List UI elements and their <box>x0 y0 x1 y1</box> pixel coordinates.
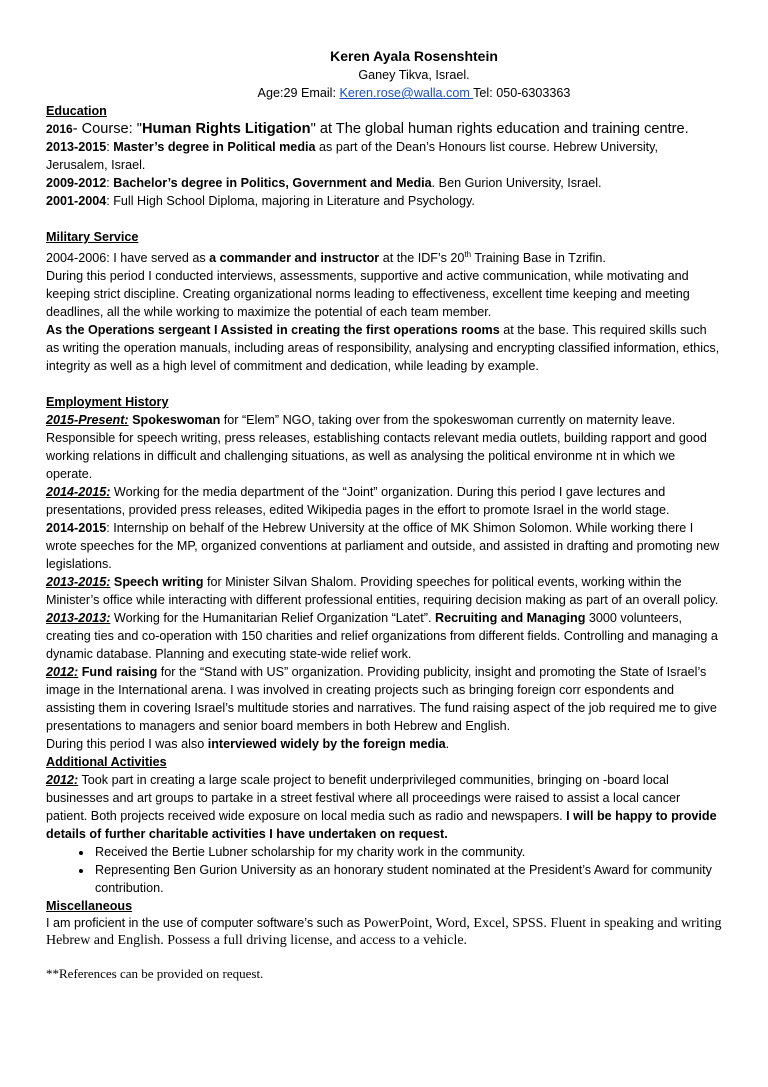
list-item: • Received the Bertie Lubner scholarship for my charity work in the community. <box>93 843 722 861</box>
employment-entry: 2013-2013: Working for the Humanitarian Relief Organization “Latet”. Recruiting and Managing 3000 volunteers, creating ties and co-operation with 150 charities and relief organizations from different fields. Controlling and managing a dynamic database. Planning and executing state-wide relief work. <box>46 611 718 662</box>
candidate-name: Keren Ayala Rosenshtein <box>330 48 498 64</box>
phone: Tel: 050-6303363 <box>473 86 571 100</box>
military-line: 2004-2006: I have served as a commander and instructor at the IDF’s 20th Training Base in Tzrifin. <box>46 250 606 266</box>
additional-list <box>46 843 722 897</box>
education-course: 2016- Course: "Human Rights Litigation" at The global human rights education and training centre. <box>46 121 689 137</box>
employment-entry: 2012: Fund raising for the “Stand with US” organization. Providing publicity, insight and promoting the State of Israel’s image in the International arena. I was involved in creating projects such as bringing foreign corr espondents and assisting them in covering Israel’s multitude stories and narratives. The fund raising aspect of the job required me to give presentations to managers and senior board members in both Hebrew and English. <box>46 665 717 734</box>
contact-line <box>106 84 722 102</box>
employment-entry: 2014-2015: Working for the media department of the “Joint” organization. During this period I gave lectures and presentations, provided press releases, edited Wikipedia pages in the effort to promote Israel in the world stage. <box>46 485 670 518</box>
misc-paragraph: I am proficient in the use of computer software’s such as PowerPoint, Word, Excel, SPSS. Fluent in speaking and writing Hebrew and English. Possess a full driving license, and access to a vehicle. <box>46 916 722 949</box>
military-heading: Military Service <box>46 230 139 244</box>
employment-entry: During this period I was also interviewed widely by the foreign media. <box>46 737 450 752</box>
employment-entry: 2014-2015: Internship on behalf of the Hebrew University at the office of MK Shimon Solomon. While working there I wrote speeches for the MP, organized conventions at parliament and outside, and assisted in drafting and promoting new legislations. <box>46 521 720 572</box>
education-item: 2013-2015: Master’s degree in Political media as part of the Dean’s Honours list course. Hebrew University, Jerusalem, Israel. <box>46 140 659 172</box>
misc-heading: Miscellaneous <box>46 899 133 914</box>
references-note: **References can be provided on request. <box>46 966 264 982</box>
age-email-label: Age:29 Email: <box>257 86 340 100</box>
education-item: 2001-2004: Full High School Diploma, majoring in Literature and Psychology. <box>46 194 475 208</box>
military-paragraph: During this period I conducted interviews, assessments, supportive and active communication, while motivating and keeping strict discipline. Creating organizational norms leading to effectiveness, excellent time keeping and meeting deadlines, all the while working to maximize the potential of each team member. <box>46 269 690 320</box>
additional-paragraph: 2012: Took part in creating a large scale project to benefit underprivileged communities, bringing on -board local businesses and art groups to partake in a street festival where all proceedings were raised to assist a local cancer patient. Both projects received wide exposure on local media such as radio and newspapers. I will be happy to provide details of further charitable activities I have undertaken on request. <box>46 773 717 842</box>
additional-heading: Additional Activities <box>46 755 167 770</box>
email-link[interactable]: Keren.rose@walla.com <box>339 86 474 100</box>
address: Ganey Tikva, Israel. <box>358 68 470 82</box>
resume-document <box>46 46 722 983</box>
employment-heading: Employment History <box>46 395 169 410</box>
military-paragraph: As the Operations sergeant I Assisted in creating the first operations rooms at the base. This required skills such as writing the operation manuals, including areas of responsibility, analysing and encrypting classified information, ethics, integrity as well as a high level of commitment and dedication, while leading by example. <box>46 323 720 374</box>
course-year: 2016 <box>46 122 73 136</box>
employment-entry: 2013-2015: Speech writing for Minister Silvan Shalom. Providing speeches for political events, working within the Minister’s office while interacting with different professional entities, requiring decision making as part of an overall policy. <box>46 575 719 608</box>
employment-entry: 2015-Present: Spokeswoman for “Elem” NGO, taking over from the spokeswoman currently on maternity leave. Responsible for speech writing, press releases, establishing contacts relevant media outlets, building rapport and good working relations in difficult and challenging situations, as well as analysing the political environme nt in which we operate. <box>46 413 707 482</box>
list-item: • Representing Ben Gurion University as an honorary student nominated at the President’s Award for community contribution. <box>93 861 722 897</box>
education-heading: Education <box>46 104 107 118</box>
education-item: 2009-2012: Bachelor’s degree in Politics, Government and Media. Ben Gurion University, Israel. <box>46 176 602 190</box>
